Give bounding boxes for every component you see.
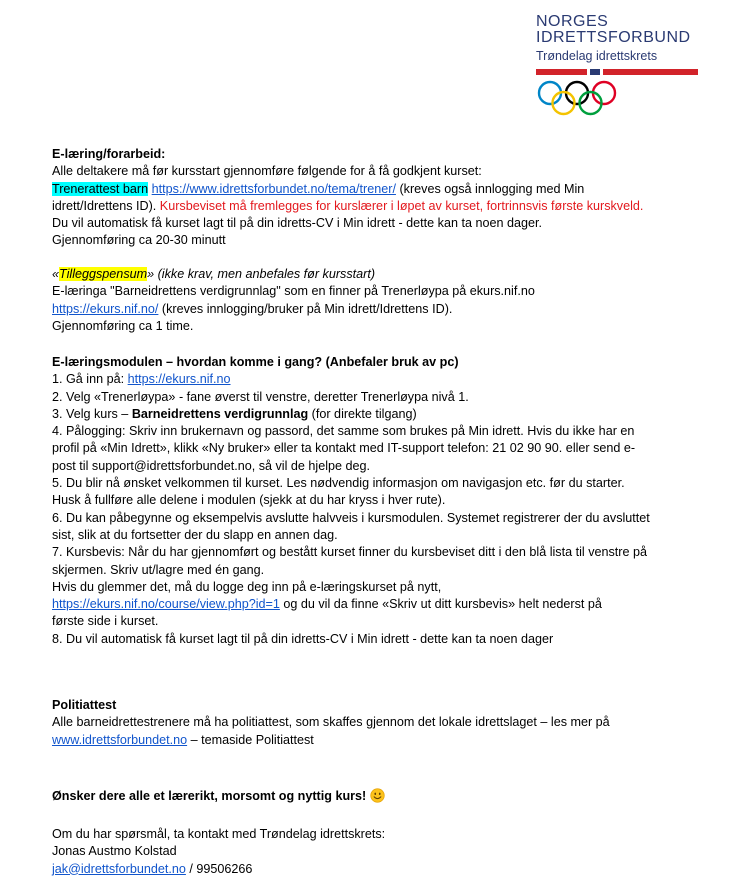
step-3-course-name: Barneidrettens verdigrunnlag (131, 406, 309, 421)
course-view-note: og du vil da finne «Skriv ut ditt kursbevis» helt nederst på (279, 597, 602, 612)
modul-heading: E-læringsmodulen – hvordan komme i gang? (Anbefaler bruk av pc) (52, 355, 459, 369)
kursbevis-warning: Kursbeviset må fremlegges for kurslærer i løpet av kurset, fortrinnsvis første kurskveld. (159, 198, 644, 213)
elaering-heading: E-læring/forarbeid: (52, 147, 166, 161)
elaering-section (52, 146, 702, 250)
step-2: 2. Velg «Trenerløypa» - fane øverst til venstre, deretter Trenerløypa nivå 1. (52, 389, 469, 404)
tillegg-duration: Gjennomføring ca 1 time. (52, 318, 194, 333)
trenerattest-link[interactable]: https://www.idrettsforbundet.no/tema/trener/ (151, 181, 396, 196)
elaering-intro: Alle deltakere må før kursstart gjennomføre følgende for å få godkjent kurset: (52, 164, 482, 179)
politi-heading: Politiattest (52, 698, 117, 712)
course-view-link[interactable]: https://ekurs.nif.no/course/view.php?id=1 (52, 597, 280, 612)
kursbevis-line-start: idrett/Idrettens ID). (52, 198, 157, 213)
logo-stripe-red (536, 69, 698, 75)
tillegg-section (52, 266, 702, 335)
gjennomforing-line: Gjennomføring ca 20-30 minutt (52, 233, 226, 248)
olympic-rings-icon (536, 80, 648, 116)
contact-intro: Om du har spørsmål, ta kontakt med Trøndelag idrettskrets: (52, 827, 386, 841)
tillegg-quote-open: « (52, 267, 60, 281)
idretts-cv-line: Du vil automatisk få kurset lagt til på din idretts-CV i Min idrett - dette kan ta noen dager. (52, 216, 542, 231)
contact-line (52, 861, 702, 878)
idrettsforbundet-link[interactable]: www.idrettsforbundet.no (52, 732, 188, 747)
step-7-line-2: skjermen. Skriv ut/lagre med én gang. (52, 562, 265, 577)
kursbevis-line (52, 198, 702, 215)
ekurs-link[interactable]: https://ekurs.nif.no/ (52, 301, 159, 316)
contact-email-link[interactable]: jak@idrettsforbundet.no (52, 861, 186, 876)
wish-section (52, 788, 702, 805)
step-1-link[interactable]: https://ekurs.nif.no (127, 372, 231, 387)
step-3 (52, 406, 702, 423)
smiley-icon (370, 788, 385, 803)
step-1-text: 1. Gå inn på: (52, 372, 128, 387)
wish-text: Ønsker dere alle et lærerikt, morsomt og nyttig kurs! (52, 789, 367, 803)
ekurs-link-note: (kreves innlogging/bruker på Min idrett/Idrettens ID). (158, 301, 453, 316)
step-4-line-1: 4. Pålogging: Skriv inn brukernavn og passord, det samme som brukes på Min idrett. Hvis du ikke har en (52, 424, 635, 439)
tillegg-rest: » (ikke krav, men anbefales før kursstart) (147, 267, 376, 281)
step-7-line-5: første side i kurset. (52, 614, 159, 629)
modul-section (52, 354, 702, 648)
logo-stripe-blue (590, 69, 600, 75)
logo-line-2: IDRETTSFORBUND (536, 29, 691, 46)
tillegg-label: Tilleggspensum (59, 267, 148, 281)
trenerattest-label: Trenerattest barn (52, 181, 149, 196)
step-7-line-1: 7. Kursbevis: Når du har gjennomført og bestått kurset finner du kursbeviset ditt i den blå lista til venstre på (52, 545, 647, 560)
step-1 (52, 371, 702, 388)
tillegg-link-line (52, 301, 702, 318)
trenerattest-note: (kreves også innlogging med Min (395, 181, 585, 196)
politi-link-line (52, 732, 702, 749)
step-3-start: 3. Velg kurs – (52, 406, 132, 421)
politi-link-note: – temaside Politiattest (187, 732, 314, 747)
tillegg-heading (52, 266, 702, 283)
step-5-line-2: Husk å fullføre alle delene i modulen (sjekk at du har kryss i hver rute). (52, 493, 446, 508)
trenerattest-line (52, 181, 702, 198)
politi-section (52, 697, 702, 749)
step-6-line-2: sist, slik at du fortsetter der du slapp en annen dag. (52, 527, 338, 542)
politi-text: Alle barneidrettestrenere må ha politiattest, som skaffes gjennom det lokale idrettslaget – les mer på (52, 715, 610, 730)
step-3-end: (for direkte tilgang) (308, 406, 417, 421)
logo-stripe-gap-2 (600, 69, 603, 75)
step-5-line-1: 5. Du blir nå ønsket velkommen til kurset. Les nødvendig informasjon om navigasjon etc. før du starter. (52, 476, 625, 491)
step-6-line-1: 6. Du kan påbegynne og eksempelvis avslutte halvveis i kursmodulen. Systemet registrerer der du avsluttet (52, 510, 650, 525)
contact-phone: / 99506266 (185, 861, 253, 876)
wish-line (52, 788, 702, 805)
step-4-line-2: profil på «Min Idrett», klikk «Ny bruker» eller ta kontakt med IT-support telefon: 21 02 90 90. eller send e- (52, 441, 636, 456)
nif-logo (534, 14, 704, 114)
step-7-line-3: Hvis du glemmer det, må du logge deg inn på e-læringskurset på nytt, (52, 579, 442, 594)
step-7-link-line (52, 596, 702, 613)
logo-line-3: Trøndelag idrettskrets (536, 49, 658, 63)
contact-section (52, 826, 702, 878)
contact-name: Jonas Austmo Kolstad (52, 844, 177, 859)
tillegg-description: E-læringa "Barneidrettens verdigrunnlag" som en finner på Trenerløypa på ekurs.nif.no (52, 284, 535, 299)
logo-line-1: NORGES (536, 13, 609, 30)
step-8: 8. Du vil automatisk få kurset lagt til på din idretts-CV i Min idrett - dette kan ta noen dager (52, 631, 554, 646)
step-4-line-3: post til support@idrettsforbundet.no, så vil de hjelpe deg. (52, 458, 371, 473)
